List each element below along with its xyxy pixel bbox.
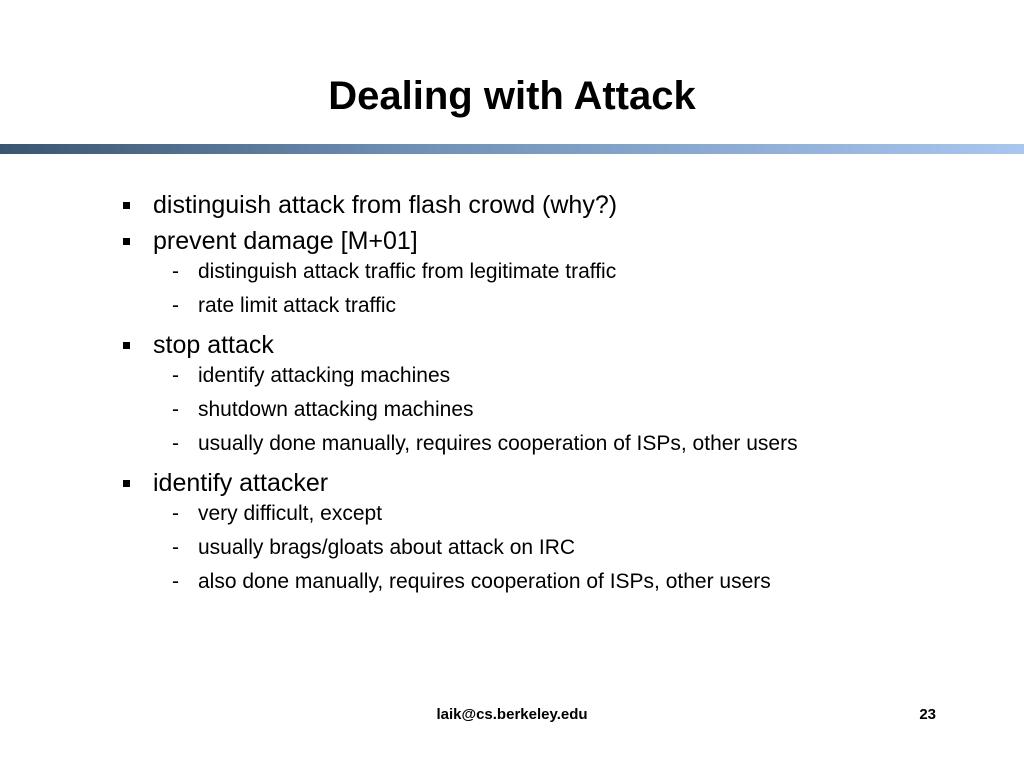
slide-title: Dealing with Attack bbox=[328, 74, 696, 118]
dash-bullet-icon: - bbox=[172, 432, 179, 455]
sub-bullet-text: shutdown attacking machines bbox=[198, 398, 474, 421]
dash-bullet-icon: - bbox=[172, 398, 179, 421]
dash-bullet-icon: - bbox=[172, 502, 179, 525]
sub-bullet-item bbox=[0, 260, 1024, 284]
bullet-item bbox=[0, 328, 1024, 362]
dash-bullet-icon: - bbox=[172, 536, 179, 559]
sub-bullet-item bbox=[0, 398, 1024, 422]
sub-bullet-item bbox=[0, 432, 1024, 456]
sub-bullet-item bbox=[0, 570, 1024, 594]
bullet-item bbox=[0, 224, 1024, 258]
sub-bullet-item bbox=[0, 502, 1024, 526]
bullet-list bbox=[0, 188, 1024, 604]
square-bullet-icon bbox=[123, 342, 130, 349]
sub-bullet-text: very difficult, except bbox=[198, 502, 383, 525]
sub-bullet-text: usually done manually, requires cooperation of ISPs, other users bbox=[198, 432, 798, 455]
bullet-item bbox=[0, 466, 1024, 500]
dash-bullet-icon: - bbox=[172, 364, 179, 387]
bullet-text: identify attacker bbox=[153, 469, 329, 497]
dash-bullet-icon: - bbox=[172, 260, 179, 283]
bullet-item bbox=[0, 188, 1024, 222]
sub-bullet-item bbox=[0, 364, 1024, 388]
bullet-text: stop attack bbox=[153, 331, 274, 359]
square-bullet-icon bbox=[123, 238, 130, 245]
sub-bullet-item bbox=[0, 294, 1024, 318]
square-bullet-icon bbox=[123, 202, 130, 209]
sub-bullet-text: usually brags/gloats about attack on IRC bbox=[198, 536, 576, 559]
sub-bullet-text: identify attacking machines bbox=[198, 364, 451, 387]
sub-bullet-item bbox=[0, 536, 1024, 560]
page-number: 23 bbox=[919, 706, 936, 723]
sub-bullet-text: distinguish attack traffic from legitimate traffic bbox=[198, 260, 617, 283]
square-bullet-icon bbox=[123, 480, 130, 487]
dash-bullet-icon: - bbox=[172, 294, 179, 317]
dash-bullet-icon: - bbox=[172, 570, 179, 593]
sub-bullet-text: also done manually, requires cooperation of ISPs, other users bbox=[198, 570, 771, 593]
bullet-text: distinguish attack from flash crowd (why?) bbox=[153, 191, 618, 219]
bullet-text: prevent damage [M+01] bbox=[153, 227, 418, 255]
sub-bullet-text: rate limit attack traffic bbox=[198, 294, 397, 317]
footer-email: laik@cs.berkeley.edu bbox=[436, 706, 588, 723]
title-divider bbox=[0, 144, 1024, 154]
